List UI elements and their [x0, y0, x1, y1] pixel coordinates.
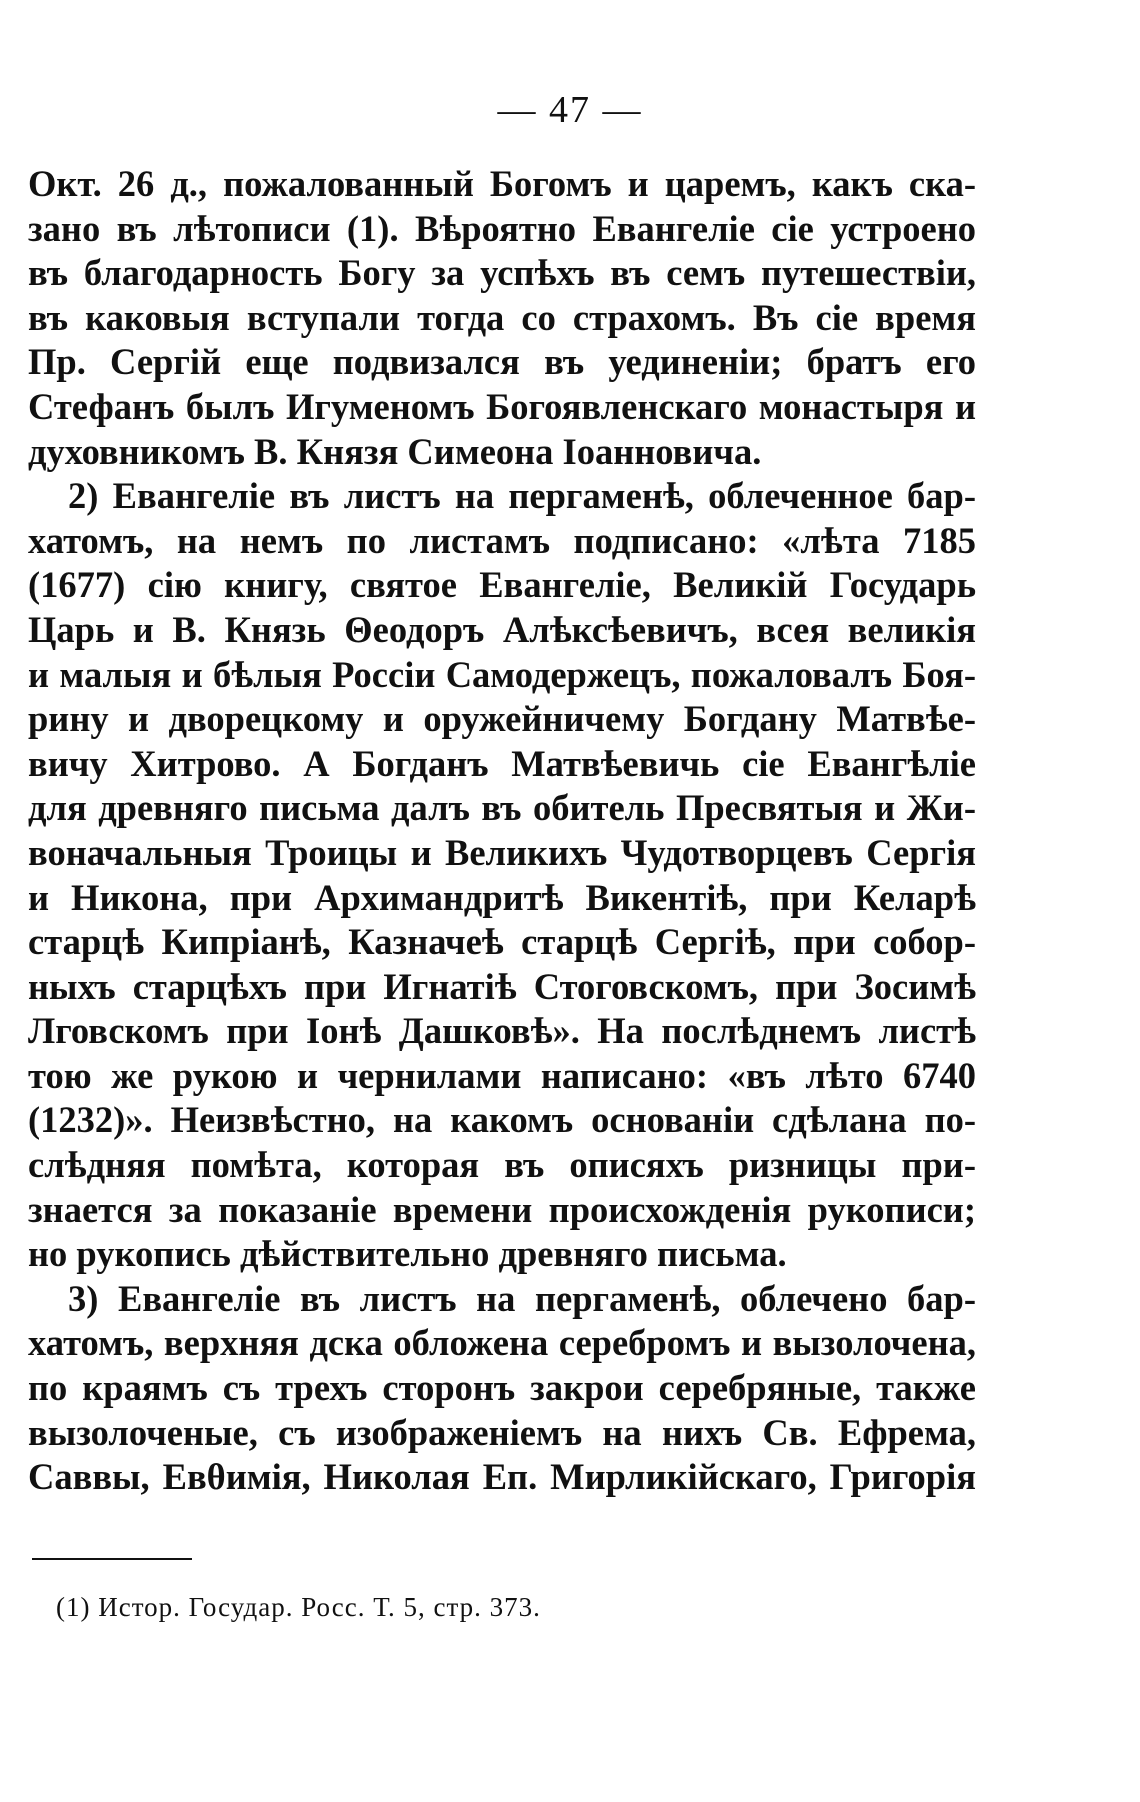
text-line: но рукопись дѣйствительно древняго письма.: [28, 1233, 787, 1275]
text-line: ныхъ старцѣхъ при Игнатіѣ Стоговскомъ, при Зосимѣ: [28, 965, 976, 1007]
body-text: [28, 162, 976, 1500]
text-line: хатомъ, верхняя дска обложена серебромъ и вызолочена,: [28, 1322, 976, 1364]
text-line: Саввы, Евθимія, Николая Еп. Мирликійскаго, Григорія: [28, 1456, 976, 1498]
text-line: 3) Евангеліе въ листъ на пергаменѣ, облечено бар-: [68, 1277, 976, 1319]
text-line: (1677) сію книгу, святое Евангеліе, Великій Государь: [28, 564, 976, 606]
text-line: Стефанъ былъ Игуменомъ Богоявленскаго монастыря и: [28, 385, 976, 427]
text-line: для древняго письма далъ въ обитель Пресвятыя и Жи-: [28, 787, 976, 829]
text-line: въ благодарность Богу за успѣхъ въ семъ путешествіи,: [28, 252, 976, 294]
text-line: вызолоченые, съ изображеніемъ на нихъ Св. Ефрема,: [28, 1411, 976, 1453]
text-line: и малыя и бѣлыя Россіи Самодержецъ, пожаловалъ Боя-: [28, 653, 976, 695]
text-line: рину и дворецкому и оружейничему Богдану Матвѣе-: [28, 698, 976, 740]
text-line: вичу Хитрово. А Богданъ Матвѣевичь сіе Евангѣліе: [28, 742, 976, 784]
text-line: воначальныя Троицы и Великихъ Чудотворцевъ Сергія: [28, 831, 976, 873]
text-line: слѣдняя помѣта, которая въ описяхъ ризницы при-: [28, 1144, 976, 1186]
text-line: Лговскомъ при Іонѣ Дашковѣ». На послѣднемъ листѣ: [28, 1010, 976, 1052]
page-number: — 47 —: [497, 89, 643, 131]
text-line: зано въ лѣтописи (1). Вѣроятно Евангеліе сіе устроено: [28, 207, 976, 249]
footnote: (1) Истор. Государ. Росс. Т. 5, стр. 373.: [56, 1592, 541, 1622]
text-line: въ каковыя вступали тогда со страхомъ. Въ сіе время: [28, 296, 976, 338]
text-line: 2) Евангеліе въ листъ на пергаменѣ, облеченное бар-: [68, 475, 976, 517]
text-line: старцѣ Кипріанѣ, Казначеѣ старцѣ Сергіѣ, при собор-: [28, 921, 976, 963]
footnote-divider: [32, 1558, 192, 1560]
text-line: знается за показаніе времени происхожденія рукописи;: [28, 1188, 976, 1230]
text-line: Пр. Сергій еще подвизался въ уединеніи; братъ его: [28, 341, 976, 383]
text-line: духовникомъ В. Князя Симеона Іоанновича.: [28, 430, 762, 472]
text-line: Окт. 26 д., пожалованный Богомъ и царемъ, какъ ска-: [28, 163, 976, 204]
text-line: Царь и В. Князь Θеодоръ Алѣксѣевичъ, всея великія: [28, 608, 976, 650]
text-line: по краямъ съ трехъ сторонъ закрои серебряные, также: [28, 1367, 976, 1409]
text-line: (1232)». Неизвѣстно, на какомъ основаніи сдѣлана по-: [28, 1099, 976, 1141]
text-line: хатомъ, на немъ по листамъ подписано: «лѣта 7185: [28, 519, 976, 561]
text-line: и Никона, при Архимандритѣ Викентіѣ, при Келарѣ: [28, 876, 976, 918]
text-line: тою же рукою и чернилами написано: «въ лѣто 6740: [28, 1054, 976, 1096]
